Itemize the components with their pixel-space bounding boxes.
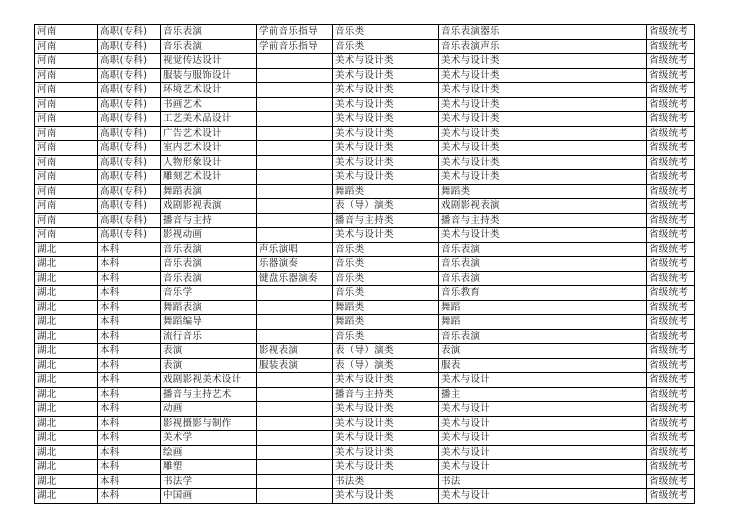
major-cell: 舞蹈表演 bbox=[161, 300, 257, 315]
major-cell: 工艺美术品设计 bbox=[161, 112, 257, 127]
exam-subject-cell: 播音与主持类 bbox=[439, 213, 647, 228]
level-cell: 高职(专科) bbox=[98, 199, 161, 214]
category-cell: 美术与设计类 bbox=[333, 54, 439, 69]
province-cell: 河南 bbox=[35, 213, 98, 228]
major-cell: 舞蹈表演 bbox=[161, 184, 257, 199]
level-cell: 本科 bbox=[98, 373, 161, 388]
table-row bbox=[35, 344, 695, 359]
major-cell: 戏剧影视表演 bbox=[161, 199, 257, 214]
exam-type-cell: 省级统考 bbox=[647, 170, 695, 185]
province-cell: 湖北 bbox=[35, 474, 98, 489]
category-cell: 美术与设计类 bbox=[333, 373, 439, 388]
major-cell: 表演 bbox=[161, 358, 257, 373]
direction-cell bbox=[257, 431, 333, 446]
major-cell: 视觉传达设计 bbox=[161, 54, 257, 69]
table-row bbox=[35, 126, 695, 141]
table-row bbox=[35, 460, 695, 475]
category-cell: 音乐类 bbox=[333, 257, 439, 272]
table-row bbox=[35, 199, 695, 214]
province-cell: 河南 bbox=[35, 39, 98, 54]
level-cell: 本科 bbox=[98, 416, 161, 431]
exam-subject-cell: 舞蹈 bbox=[439, 315, 647, 330]
category-cell: 表（导）演类 bbox=[333, 344, 439, 359]
category-cell: 美术与设计类 bbox=[333, 228, 439, 243]
exam-subject-cell: 戏剧影视表演 bbox=[439, 199, 647, 214]
major-cell: 绘画 bbox=[161, 445, 257, 460]
level-cell: 高职(专科) bbox=[98, 126, 161, 141]
table-row bbox=[35, 300, 695, 315]
province-cell: 湖北 bbox=[35, 373, 98, 388]
exam-type-cell: 省级统考 bbox=[647, 416, 695, 431]
exam-type-cell: 省级统考 bbox=[647, 184, 695, 199]
exam-type-cell: 省级统考 bbox=[647, 373, 695, 388]
direction-cell bbox=[257, 416, 333, 431]
table-row bbox=[35, 416, 695, 431]
major-cell: 表演 bbox=[161, 344, 257, 359]
exam-subject-cell: 美术与设计类 bbox=[439, 141, 647, 156]
level-cell: 本科 bbox=[98, 358, 161, 373]
direction-cell: 学前音乐指导 bbox=[257, 39, 333, 54]
exam-subject-cell: 美术与设计 bbox=[439, 460, 647, 475]
direction-cell bbox=[257, 445, 333, 460]
level-cell: 高职(专科) bbox=[98, 54, 161, 69]
exam-type-cell: 省级统考 bbox=[647, 155, 695, 170]
category-cell: 播音与主持类 bbox=[333, 387, 439, 402]
exam-subject-cell: 音乐教育 bbox=[439, 286, 647, 301]
category-cell: 美术与设计类 bbox=[333, 402, 439, 417]
level-cell: 高职(专科) bbox=[98, 170, 161, 185]
major-cell: 戏剧影视美术设计 bbox=[161, 373, 257, 388]
major-cell: 服装与服饰设计 bbox=[161, 68, 257, 83]
table-row bbox=[35, 329, 695, 344]
table-row bbox=[35, 25, 695, 40]
exam-subject-cell: 舞蹈类 bbox=[439, 184, 647, 199]
province-cell: 湖北 bbox=[35, 489, 98, 504]
level-cell: 本科 bbox=[98, 402, 161, 417]
exam-type-cell: 省级统考 bbox=[647, 315, 695, 330]
table-row bbox=[35, 489, 695, 504]
exam-type-cell: 省级统考 bbox=[647, 68, 695, 83]
table-row bbox=[35, 271, 695, 286]
major-cell: 音乐表演 bbox=[161, 242, 257, 257]
province-cell: 湖北 bbox=[35, 242, 98, 257]
exam-type-cell: 省级统考 bbox=[647, 286, 695, 301]
exam-type-cell: 省级统考 bbox=[647, 402, 695, 417]
category-cell: 美术与设计类 bbox=[333, 155, 439, 170]
table-row bbox=[35, 358, 695, 373]
exam-type-cell: 省级统考 bbox=[647, 242, 695, 257]
exam-subject-cell: 音乐表演器乐 bbox=[439, 25, 647, 40]
table-row bbox=[35, 387, 695, 402]
province-cell: 湖北 bbox=[35, 286, 98, 301]
exam-subject-cell: 美术与设计 bbox=[439, 431, 647, 446]
exam-subject-cell: 美术与设计类 bbox=[439, 112, 647, 127]
level-cell: 本科 bbox=[98, 286, 161, 301]
level-cell: 本科 bbox=[98, 344, 161, 359]
province-cell: 河南 bbox=[35, 184, 98, 199]
direction-cell bbox=[257, 460, 333, 475]
major-cell: 音乐表演 bbox=[161, 271, 257, 286]
province-cell: 湖北 bbox=[35, 402, 98, 417]
direction-cell bbox=[257, 286, 333, 301]
level-cell: 本科 bbox=[98, 242, 161, 257]
direction-cell: 学前音乐指导 bbox=[257, 25, 333, 40]
exam-subject-cell: 音乐表演 bbox=[439, 271, 647, 286]
category-cell: 音乐类 bbox=[333, 242, 439, 257]
category-cell: 表（导）演类 bbox=[333, 199, 439, 214]
province-cell: 湖北 bbox=[35, 387, 98, 402]
level-cell: 本科 bbox=[98, 460, 161, 475]
province-cell: 河南 bbox=[35, 170, 98, 185]
province-cell: 河南 bbox=[35, 155, 98, 170]
level-cell: 高职(专科) bbox=[98, 155, 161, 170]
table-row bbox=[35, 213, 695, 228]
category-cell: 音乐类 bbox=[333, 286, 439, 301]
direction-cell bbox=[257, 155, 333, 170]
province-cell: 湖北 bbox=[35, 416, 98, 431]
province-cell: 湖北 bbox=[35, 300, 98, 315]
table-body bbox=[35, 25, 695, 504]
table-row bbox=[35, 54, 695, 69]
direction-cell bbox=[257, 315, 333, 330]
exam-type-cell: 省级统考 bbox=[647, 489, 695, 504]
major-cell: 音乐表演 bbox=[161, 257, 257, 272]
category-cell: 音乐类 bbox=[333, 25, 439, 40]
table-row bbox=[35, 431, 695, 446]
major-cell: 广告艺术设计 bbox=[161, 126, 257, 141]
exam-type-cell: 省级统考 bbox=[647, 344, 695, 359]
direction-cell bbox=[257, 126, 333, 141]
direction-cell bbox=[257, 489, 333, 504]
major-cell: 影视动画 bbox=[161, 228, 257, 243]
direction-cell bbox=[257, 228, 333, 243]
category-cell: 美术与设计类 bbox=[333, 445, 439, 460]
exam-type-cell: 省级统考 bbox=[647, 271, 695, 286]
major-cell: 舞蹈编导 bbox=[161, 315, 257, 330]
exam-subject-cell: 美术与设计类 bbox=[439, 155, 647, 170]
direction-cell bbox=[257, 329, 333, 344]
major-cell: 美术学 bbox=[161, 431, 257, 446]
exam-type-cell: 省级统考 bbox=[647, 199, 695, 214]
direction-cell bbox=[257, 141, 333, 156]
category-cell: 美术与设计类 bbox=[333, 431, 439, 446]
major-cell: 动画 bbox=[161, 402, 257, 417]
table-row bbox=[35, 445, 695, 460]
direction-cell bbox=[257, 112, 333, 127]
province-cell: 湖北 bbox=[35, 460, 98, 475]
major-cell: 环境艺术设计 bbox=[161, 83, 257, 98]
province-cell: 湖北 bbox=[35, 445, 98, 460]
direction-cell: 服装表演 bbox=[257, 358, 333, 373]
level-cell: 本科 bbox=[98, 431, 161, 446]
province-cell: 湖北 bbox=[35, 431, 98, 446]
category-cell: 音乐类 bbox=[333, 271, 439, 286]
major-cell: 雕刻艺术设计 bbox=[161, 170, 257, 185]
category-cell: 美术与设计类 bbox=[333, 460, 439, 475]
exam-type-cell: 省级统考 bbox=[647, 112, 695, 127]
province-cell: 湖北 bbox=[35, 271, 98, 286]
exam-type-cell: 省级统考 bbox=[647, 54, 695, 69]
province-cell: 河南 bbox=[35, 199, 98, 214]
category-cell: 美术与设计类 bbox=[333, 112, 439, 127]
major-cell: 音乐学 bbox=[161, 286, 257, 301]
table-row bbox=[35, 155, 695, 170]
province-cell: 河南 bbox=[35, 83, 98, 98]
category-cell: 美术与设计类 bbox=[333, 416, 439, 431]
direction-cell: 声乐演唱 bbox=[257, 242, 333, 257]
province-cell: 湖北 bbox=[35, 257, 98, 272]
direction-cell bbox=[257, 300, 333, 315]
direction-cell bbox=[257, 170, 333, 185]
major-cell: 流行音乐 bbox=[161, 329, 257, 344]
province-cell: 河南 bbox=[35, 228, 98, 243]
table-row bbox=[35, 97, 695, 112]
direction-cell bbox=[257, 213, 333, 228]
level-cell: 本科 bbox=[98, 271, 161, 286]
table-row bbox=[35, 170, 695, 185]
table-row bbox=[35, 402, 695, 417]
level-cell: 本科 bbox=[98, 315, 161, 330]
category-cell: 音乐类 bbox=[333, 39, 439, 54]
category-cell: 美术与设计类 bbox=[333, 68, 439, 83]
exam-type-cell: 省级统考 bbox=[647, 460, 695, 475]
direction-cell bbox=[257, 402, 333, 417]
major-cell: 人物形象设计 bbox=[161, 155, 257, 170]
direction-cell: 影视表演 bbox=[257, 344, 333, 359]
exam-subject-cell: 音乐表演声乐 bbox=[439, 39, 647, 54]
table-row bbox=[35, 68, 695, 83]
direction-cell bbox=[257, 97, 333, 112]
level-cell: 本科 bbox=[98, 445, 161, 460]
table-row bbox=[35, 39, 695, 54]
level-cell: 本科 bbox=[98, 329, 161, 344]
major-cell: 室内艺术设计 bbox=[161, 141, 257, 156]
table-row bbox=[35, 83, 695, 98]
level-cell: 高职(专科) bbox=[98, 184, 161, 199]
exam-subject-cell: 美术与设计类 bbox=[439, 126, 647, 141]
exam-type-cell: 省级统考 bbox=[647, 300, 695, 315]
province-cell: 湖北 bbox=[35, 315, 98, 330]
exam-subject-cell: 美术与设计 bbox=[439, 373, 647, 388]
level-cell: 本科 bbox=[98, 257, 161, 272]
major-cell: 影视摄影与制作 bbox=[161, 416, 257, 431]
category-cell: 美术与设计类 bbox=[333, 83, 439, 98]
exam-type-cell: 省级统考 bbox=[647, 141, 695, 156]
major-cell: 书画艺术 bbox=[161, 97, 257, 112]
exam-type-cell: 省级统考 bbox=[647, 83, 695, 98]
table-row bbox=[35, 373, 695, 388]
province-cell: 河南 bbox=[35, 126, 98, 141]
level-cell: 本科 bbox=[98, 474, 161, 489]
level-cell: 高职(专科) bbox=[98, 97, 161, 112]
level-cell: 高职(专科) bbox=[98, 213, 161, 228]
province-cell: 河南 bbox=[35, 25, 98, 40]
category-cell: 美术与设计类 bbox=[333, 97, 439, 112]
exam-subject-cell: 美术与设计 bbox=[439, 445, 647, 460]
level-cell: 高职(专科) bbox=[98, 39, 161, 54]
level-cell: 本科 bbox=[98, 387, 161, 402]
exam-subject-cell: 美术与设计 bbox=[439, 489, 647, 504]
level-cell: 高职(专科) bbox=[98, 25, 161, 40]
direction-cell bbox=[257, 68, 333, 83]
province-cell: 河南 bbox=[35, 68, 98, 83]
table-row bbox=[35, 474, 695, 489]
direction-cell bbox=[257, 83, 333, 98]
table-row bbox=[35, 257, 695, 272]
major-cell: 中国画 bbox=[161, 489, 257, 504]
exam-type-cell: 省级统考 bbox=[647, 431, 695, 446]
exam-type-cell: 省级统考 bbox=[647, 39, 695, 54]
direction-cell bbox=[257, 199, 333, 214]
direction-cell: 乐器演奏 bbox=[257, 257, 333, 272]
exam-type-cell: 省级统考 bbox=[647, 329, 695, 344]
province-cell: 湖北 bbox=[35, 358, 98, 373]
direction-cell bbox=[257, 373, 333, 388]
exam-subject-cell: 美术与设计类 bbox=[439, 228, 647, 243]
exam-subject-cell: 表演 bbox=[439, 344, 647, 359]
direction-cell bbox=[257, 387, 333, 402]
exam-subject-cell: 服表 bbox=[439, 358, 647, 373]
category-cell: 播音与主持类 bbox=[333, 213, 439, 228]
exam-type-cell: 省级统考 bbox=[647, 97, 695, 112]
category-cell: 音乐类 bbox=[333, 329, 439, 344]
level-cell: 高职(专科) bbox=[98, 141, 161, 156]
province-cell: 河南 bbox=[35, 112, 98, 127]
category-cell: 美术与设计类 bbox=[333, 141, 439, 156]
level-cell: 本科 bbox=[98, 489, 161, 504]
province-cell: 河南 bbox=[35, 54, 98, 69]
exam-subject-cell: 书法 bbox=[439, 474, 647, 489]
category-cell: 美术与设计类 bbox=[333, 170, 439, 185]
level-cell: 高职(专科) bbox=[98, 112, 161, 127]
exam-subject-cell: 美术与设计类 bbox=[439, 68, 647, 83]
table-row bbox=[35, 315, 695, 330]
exam-type-cell: 省级统考 bbox=[647, 474, 695, 489]
exam-subject-cell: 美术与设计类 bbox=[439, 83, 647, 98]
province-cell: 河南 bbox=[35, 97, 98, 112]
direction-cell bbox=[257, 474, 333, 489]
table-row bbox=[35, 184, 695, 199]
exam-type-cell: 省级统考 bbox=[647, 257, 695, 272]
category-cell: 美术与设计类 bbox=[333, 126, 439, 141]
exam-type-cell: 省级统考 bbox=[647, 358, 695, 373]
table-row bbox=[35, 112, 695, 127]
province-cell: 河南 bbox=[35, 141, 98, 156]
category-cell: 书法类 bbox=[333, 474, 439, 489]
exam-type-cell: 省级统考 bbox=[647, 25, 695, 40]
exam-subject-cell: 美术与设计类 bbox=[439, 170, 647, 185]
major-cell: 雕塑 bbox=[161, 460, 257, 475]
category-cell: 舞蹈类 bbox=[333, 300, 439, 315]
category-cell: 表（导）演类 bbox=[333, 358, 439, 373]
exam-type-cell: 省级统考 bbox=[647, 387, 695, 402]
table-row bbox=[35, 228, 695, 243]
exam-subject-cell: 美术与设计类 bbox=[439, 97, 647, 112]
province-cell: 湖北 bbox=[35, 344, 98, 359]
exam-subject-cell: 播主 bbox=[439, 387, 647, 402]
category-cell: 舞蹈类 bbox=[333, 315, 439, 330]
exam-subject-cell: 美术与设计 bbox=[439, 402, 647, 417]
major-cell: 播音与主持艺术 bbox=[161, 387, 257, 402]
province-cell: 湖北 bbox=[35, 329, 98, 344]
major-cell: 书法学 bbox=[161, 474, 257, 489]
enrollment-table bbox=[34, 24, 695, 504]
major-cell: 播音与主持 bbox=[161, 213, 257, 228]
direction-cell: 键盘乐器演奏 bbox=[257, 271, 333, 286]
exam-subject-cell: 美术与设计类 bbox=[439, 54, 647, 69]
exam-type-cell: 省级统考 bbox=[647, 213, 695, 228]
category-cell: 舞蹈类 bbox=[333, 184, 439, 199]
document-sheet bbox=[34, 24, 695, 504]
direction-cell bbox=[257, 54, 333, 69]
exam-type-cell: 省级统考 bbox=[647, 445, 695, 460]
direction-cell bbox=[257, 184, 333, 199]
level-cell: 高职(专科) bbox=[98, 228, 161, 243]
level-cell: 高职(专科) bbox=[98, 83, 161, 98]
table-row bbox=[35, 242, 695, 257]
exam-type-cell: 省级统考 bbox=[647, 126, 695, 141]
level-cell: 本科 bbox=[98, 300, 161, 315]
exam-subject-cell: 音乐表演 bbox=[439, 257, 647, 272]
level-cell: 高职(专科) bbox=[98, 68, 161, 83]
exam-subject-cell: 美术与设计 bbox=[439, 416, 647, 431]
category-cell: 美术与设计类 bbox=[333, 489, 439, 504]
major-cell: 音乐表演 bbox=[161, 25, 257, 40]
exam-subject-cell: 音乐表演 bbox=[439, 242, 647, 257]
exam-subject-cell: 音乐表演 bbox=[439, 329, 647, 344]
table-row bbox=[35, 286, 695, 301]
exam-subject-cell: 舞蹈 bbox=[439, 300, 647, 315]
exam-type-cell: 省级统考 bbox=[647, 228, 695, 243]
table-row bbox=[35, 141, 695, 156]
major-cell: 音乐表演 bbox=[161, 39, 257, 54]
